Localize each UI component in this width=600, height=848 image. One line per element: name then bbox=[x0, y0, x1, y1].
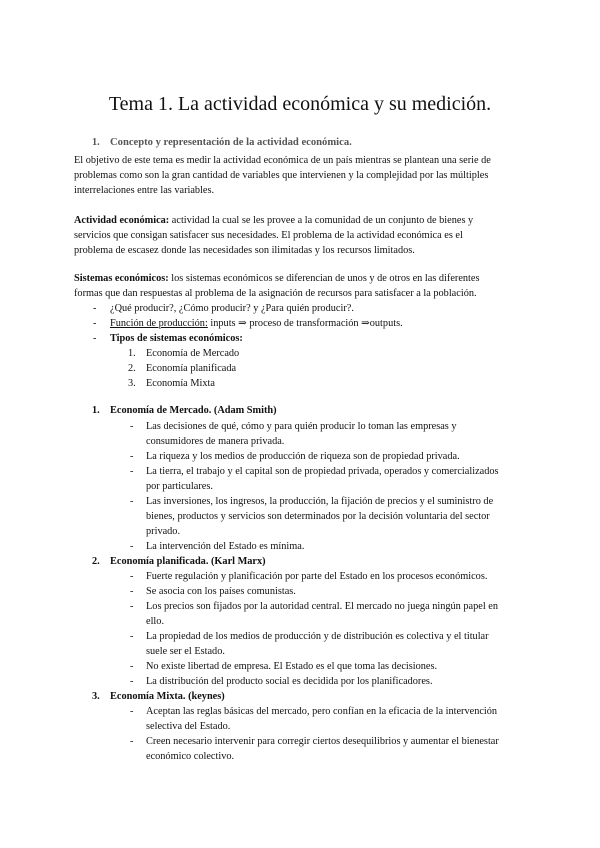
list-item: Economía planificada bbox=[146, 363, 237, 374]
list-item: Las decisiones de qué, cómo y para quién producir lo toman las empresas y bbox=[146, 421, 457, 432]
dash-bullet: - bbox=[130, 571, 134, 582]
term-label: Función de producción: bbox=[110, 318, 208, 329]
list-item: La tierra, el trabajo y el capital son de propiedad privada, operados y comercializados bbox=[146, 466, 499, 477]
section-heading: Concepto y representación de la actividad económica. bbox=[110, 137, 352, 148]
dash-bullet: - bbox=[130, 586, 134, 597]
list-number: 1. bbox=[128, 348, 136, 359]
dash-bullet: - bbox=[130, 601, 134, 612]
paragraph-line bbox=[74, 214, 473, 227]
dash-bullet: - bbox=[130, 706, 134, 717]
list-item: ¿Qué producir?, ¿Cómo producir? y ¿Para quién producir?. bbox=[110, 303, 354, 314]
list-item: Aceptan las reglas básicas del mercado, pero confían en la eficacia de la intervención bbox=[146, 706, 498, 717]
dash-bullet: - bbox=[130, 661, 134, 672]
dash-bullet: - bbox=[130, 541, 134, 552]
dash-bullet: - bbox=[130, 676, 134, 687]
list-item: Se asocia con los países comunistas. bbox=[146, 586, 296, 597]
page-title: Tema 1. La actividad económica y su medición. bbox=[108, 93, 492, 115]
list-item: No existe libertad de empresa. El Estado es el que toma las decisiones. bbox=[146, 661, 438, 672]
list-number: 2. bbox=[128, 363, 136, 374]
dash-bullet: - bbox=[130, 631, 134, 642]
list-item: La riqueza y los medios de producción de riqueza son de propiedad privada. bbox=[146, 451, 460, 462]
list-item: Creen necesario intervenir para corregir ciertos desequilibrios y aumentar el bienestar bbox=[146, 736, 499, 747]
list-item: ello. bbox=[146, 616, 165, 627]
section-number: 3. bbox=[92, 691, 100, 702]
term-label: Sistemas económicos: bbox=[74, 273, 169, 284]
paragraph-line: problemas como son la gran cantidad de variables que intervienen y la complejidad por las múltiples bbox=[74, 170, 489, 181]
dash-bullet: - bbox=[93, 318, 97, 329]
list-item: bienes, productos y servicios son determinados por la decisión voluntaria del sector bbox=[146, 511, 490, 522]
list-item: La intervención del Estado es mínima. bbox=[146, 541, 305, 552]
list-item: selectiva del Estado. bbox=[146, 721, 231, 732]
dash-bullet: - bbox=[130, 736, 134, 747]
list-item bbox=[110, 317, 403, 330]
section-number: 1. bbox=[92, 405, 100, 416]
dash-bullet: - bbox=[130, 466, 134, 477]
section-heading: Economía planificada. (Karl Marx) bbox=[110, 556, 266, 567]
section-heading: Economía de Mercado. (Adam Smith) bbox=[110, 405, 277, 416]
list-item: Economía Mixta bbox=[146, 378, 215, 389]
list-item: Los precios son fijados por la autoridad central. El mercado no juega ningún papel en bbox=[146, 601, 498, 612]
term-text: inputs ⇒ proceso de transformación ⇒outputs. bbox=[207, 318, 403, 329]
paragraph-line: servicios que consigan satisfacer sus necesidades. El problema de la actividad económica es el bbox=[74, 230, 463, 241]
list-item: Las inversiones, los ingresos, la producción, la fijación de precios y el suministro de bbox=[146, 496, 494, 507]
dash-bullet: - bbox=[130, 451, 134, 462]
list-item: Fuerte regulación y planificación por parte del Estado en los procesos económicos. bbox=[146, 571, 488, 582]
section-heading: Economía Mixta. (keynes) bbox=[110, 691, 225, 702]
term-text: actividad la cual se les provee a la comunidad de un conjunto de bienes y bbox=[169, 215, 474, 226]
list-item: Tipos de sistemas económicos: bbox=[110, 333, 243, 344]
list-item: La distribución del producto social es decidida por los planificadores. bbox=[146, 676, 433, 687]
dash-bullet: - bbox=[130, 421, 134, 432]
list-item: por particulares. bbox=[146, 481, 213, 492]
list-item: consumidores de manera privada. bbox=[146, 436, 285, 447]
paragraph-line: problema de escasez donde las necesidades son ilimitadas y los recursos limitados. bbox=[74, 245, 415, 256]
section-number: 1. bbox=[92, 137, 100, 148]
term-text: los sistemas económicos se diferencian de unos y de otros en las diferentes bbox=[168, 273, 480, 284]
paragraph-line: interrelaciones entre las variables. bbox=[74, 185, 215, 196]
dash-bullet: - bbox=[130, 496, 134, 507]
term-label: Actividad económica: bbox=[74, 215, 170, 226]
list-item: Economía de Mercado bbox=[146, 348, 240, 359]
list-item: privado. bbox=[146, 526, 181, 537]
section-number: 2. bbox=[92, 556, 100, 567]
dash-bullet: - bbox=[93, 333, 97, 344]
paragraph-line: formas que dan respuestas al problema de la asignación de recursos para satisfacer a la población. bbox=[74, 288, 477, 299]
dash-bullet: - bbox=[93, 303, 97, 314]
list-number: 3. bbox=[128, 378, 136, 389]
list-item: suele ser el Estado. bbox=[146, 646, 225, 657]
paragraph-line bbox=[74, 272, 480, 285]
list-item: La propiedad de los medios de producción y de distribución es colectiva y el titular bbox=[146, 631, 489, 642]
paragraph-line: El objetivo de este tema es medir la actividad económica de un país mientras se plantean una serie de bbox=[74, 155, 491, 166]
list-item: económico colectivo. bbox=[146, 751, 235, 762]
